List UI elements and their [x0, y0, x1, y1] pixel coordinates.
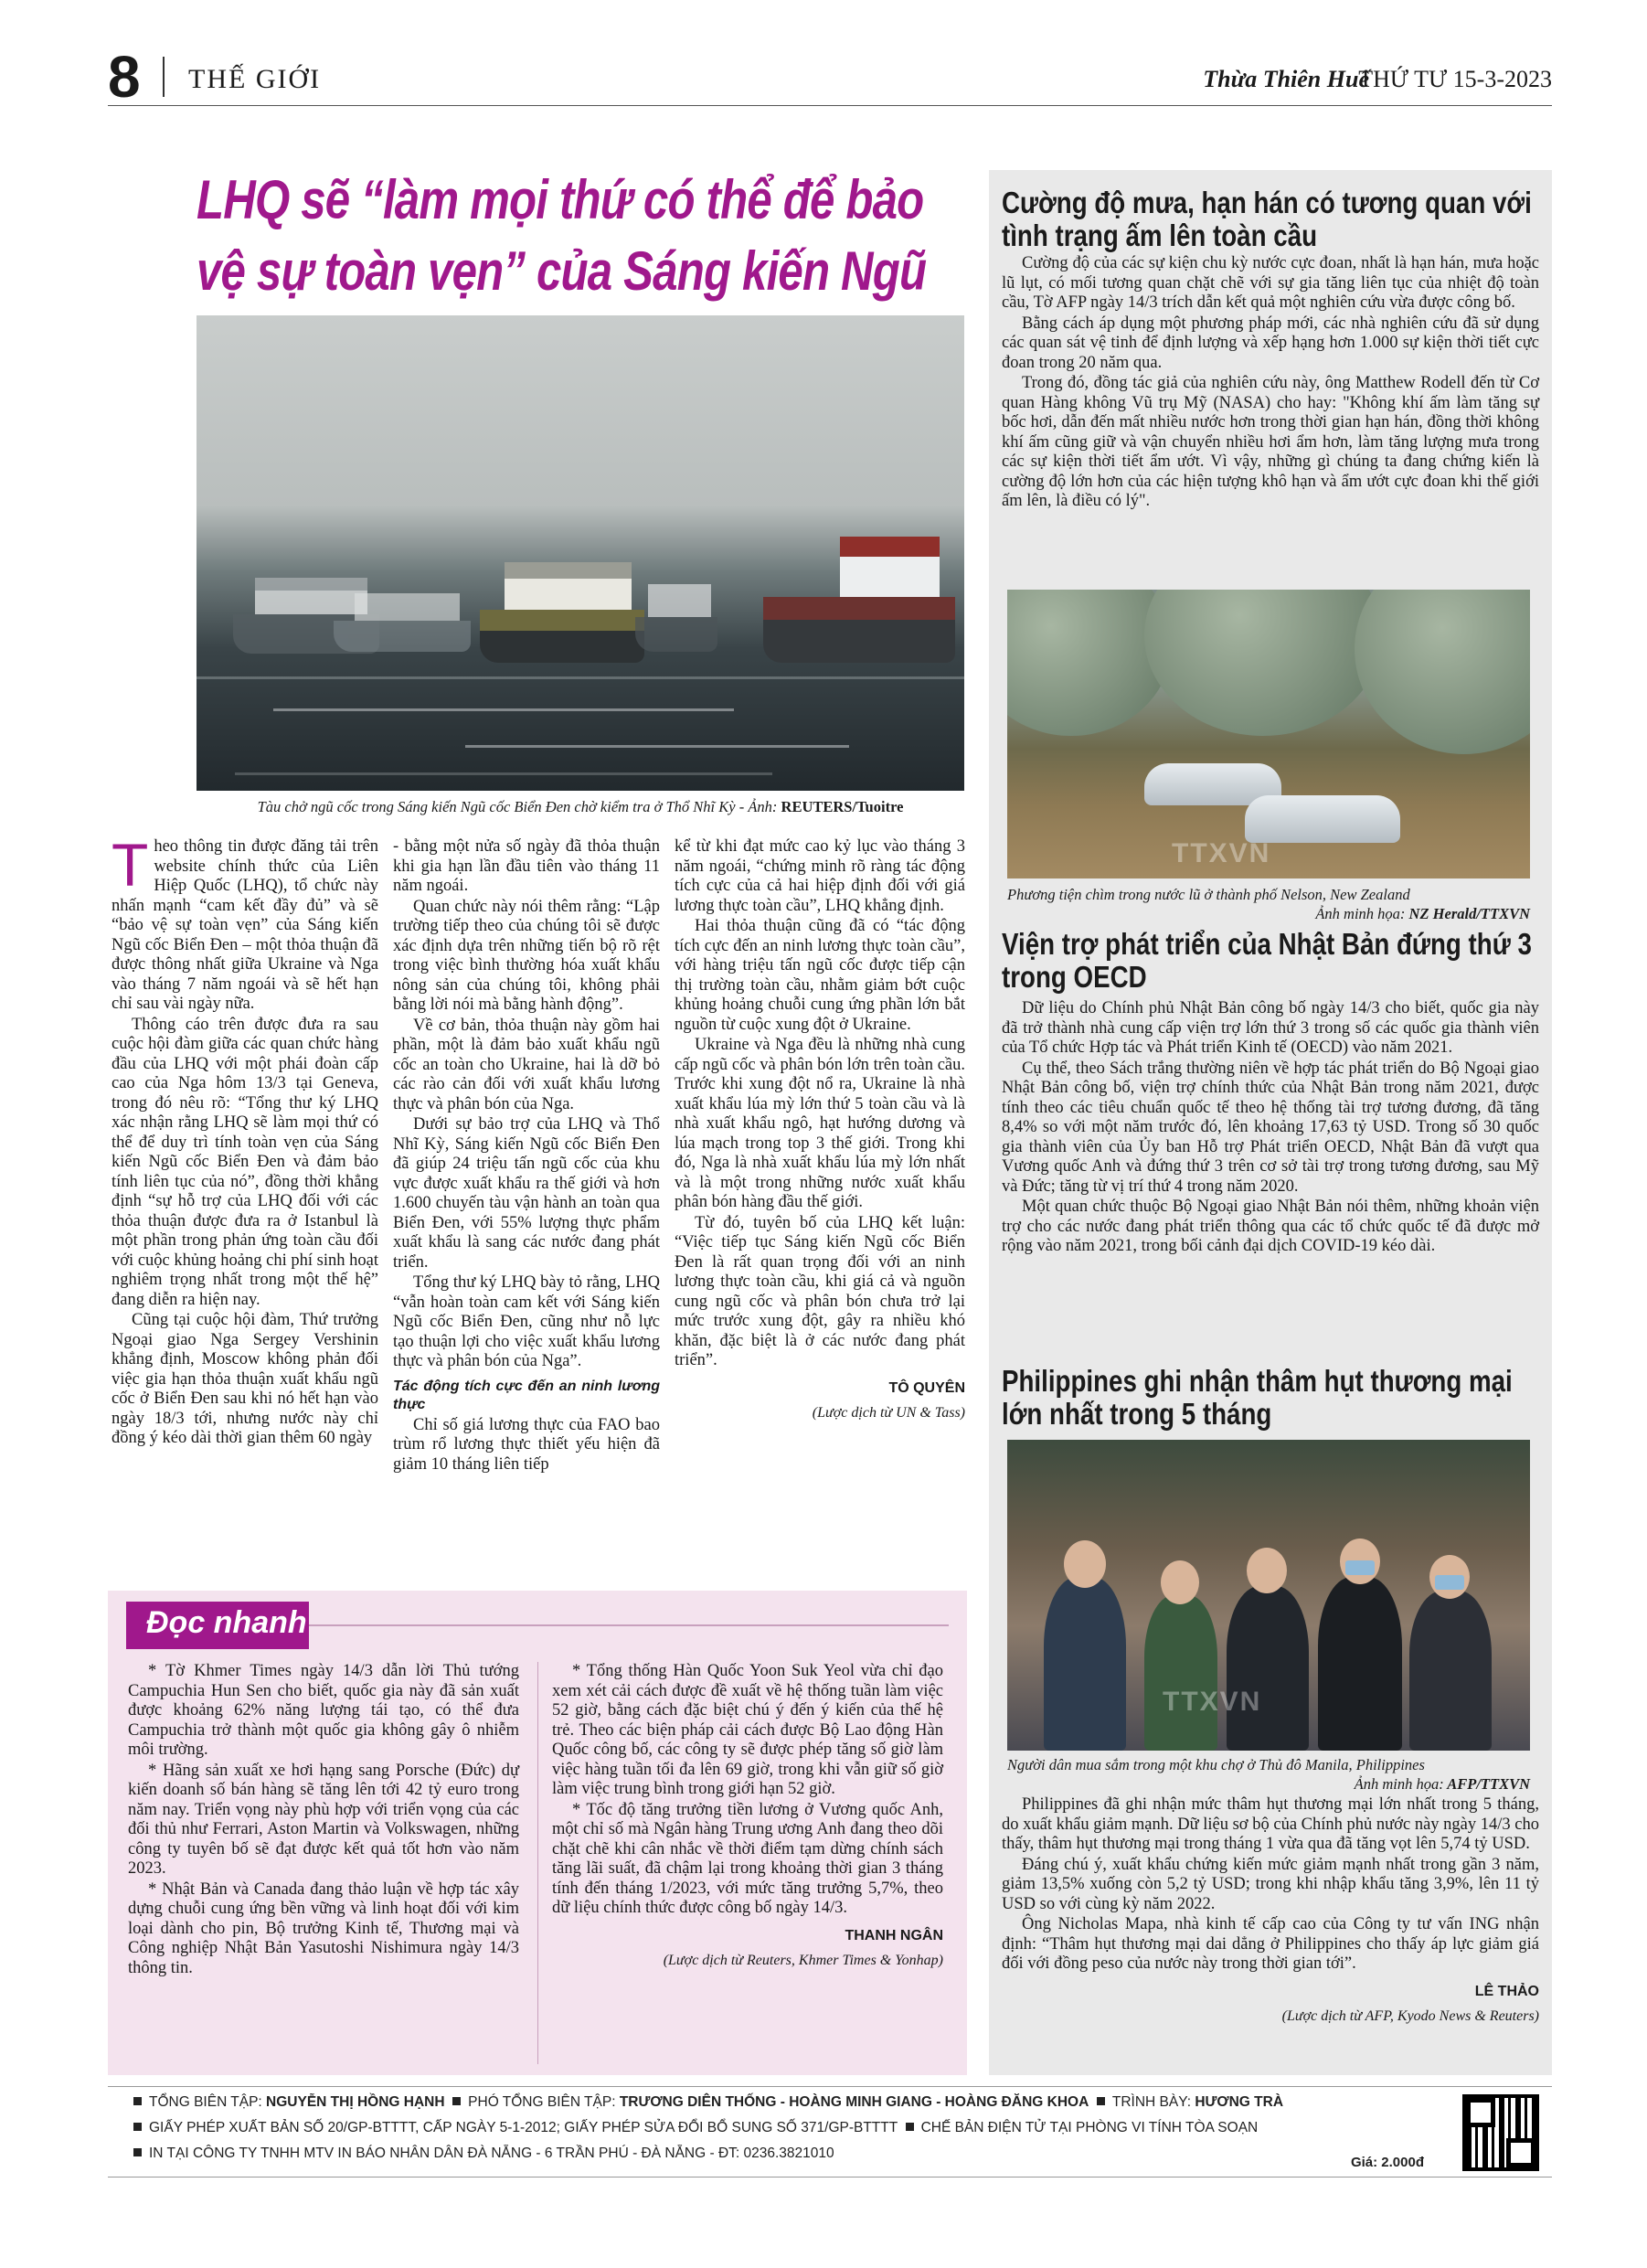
main-headline: LHQ sẽ “làm mọi thứ có thể để bảo vệ sự toàn vẹn” của Sáng kiến Ngũ	[197, 169, 927, 302]
article-column-2	[393, 837, 660, 1475]
article-paragraph: Cũng tại cuộc hội đàm, Thứ trưởng Ngoại giao Nga Sergey Vershinin khẳng định, Moscow không phản đối việc gia hạn thỏa thuận xuất khẩu ngũ cốc ở Biển Đen sau khi nó hết hạn vào ngày 18/3 tới, nhưng nước này chỉ đồng ý kéo dài thời gian thêm 60 ngày	[112, 1311, 378, 1447]
article-paragraph: Trong đó, đồng tác giả của nghiên cứu này, ông Matthew Rodell đến từ Cơ quan Hàng không Vũ trụ Mỹ (NASA) cho hay: "Không khí ấm làm tăng sự bốc hơi, dẫn đến mất nhiều nước hơn trong thời gian hạn hán, đồng thời không khí ấm cũng giữ và vận chuyển nhiều hơi ẩm hơn, làm tăng lượng mưa trong các sự kiện thời tiết ẩm ướt. Vì vậy, những gì chúng ta đang chứng kiến là cường độ lớn hơn của các hiện tượng khô hạn và ẩm ướt cực đoan khi thế giới ấm lên, là điều có lý".	[1002, 374, 1539, 510]
face-mask	[1345, 1560, 1375, 1575]
footer-line-2: GIẤY PHÉP XUẤT BẢN SỐ 20/GP-BTTTT, CẤP NGÀY 5-1-2012; GIẤY PHÉP SỬA ĐỔI BỔ SUNG SỐ 371/GP-BTTTT CHẾ BẢN ĐIỆN TỬ TẠI PHÒNG VI TÍNH TÒA SOẠN	[133, 2118, 1258, 2138]
article-paragraph: Dữ liệu do Chính phủ Nhật Bản công bố ngày 14/3 cho biết, quốc gia này đã trở thành nhà cung cấp viện trợ lớn thứ 3 trong số các quốc gia thành viên của Tổ chức Hợp tác và Phát triển Kinh tế (OECD) vào năm 2021.	[1002, 999, 1539, 1057]
market-photo	[1007, 1440, 1530, 1751]
article-paragraph: Bằng cách áp dụng một phương pháp mới, các nhà nghiên cứu đã sử dụng các quan sát vệ tinh để định lượng và xếp hạng hơn 1.000 sự kiện thời tiết cực đoan trong 20 năm qua.	[1002, 314, 1539, 372]
caption-text: Người dân mua sắm trong một khu chợ ở Thủ đô Manila, Philippines	[1007, 1756, 1425, 1773]
person-shape	[1227, 1586, 1309, 1751]
quick-news-column-2	[552, 1662, 943, 1971]
article-paragraph: Philippines đã ghi nhận mức thâm hụt thương mại lớn nhất trong 5 tháng, do xuất khẩu giảm mạnh. Dữ liệu sơ bộ của Chính phủ nước này ngày 14/3 cho thấy, thâm hụt thương mại trong tháng 1 vừa qua đã tăng vọt lên 5,74 tỷ USD.	[1002, 1795, 1539, 1853]
article-paragraph: kể từ khi đạt mức cao kỷ lục vào tháng 3 năm ngoái, “chứng minh rõ ràng tác động tích cực của cả hai hiệp định đối với giá lương thực toàn cầu”, LHQ khẳng định.	[675, 837, 965, 915]
quick-news-item: * Tổng thống Hàn Quốc Yoon Suk Yeol vừa chỉ đạo xem xét cải cách được đề xuất về hệ thống tuần làm việc 52 giờ, bằng cách đặc biệt chú ý đến ý kiến của thế hệ trẻ. Theo các biện pháp cải cách được Bộ Lao động Hàn Quốc công bố, các công ty sẽ được phép tăng số giờ làm việc hàng tuần tối đa lên 69 giờ, trong khi vẫn giữ số giờ làm việc trung bình trong giới hạn 52 giờ.	[552, 1662, 943, 1798]
article-paragraph: Cụ thể, theo Sách trắng thường niên về hợp tác phát triển do Bộ Ngoại giao Nhật Bản công bố, viện trợ chính thức của Nhật Bản trong năm 2021, được tính theo các tiêu chuẩn quốc tế theo hệ thống tài trợ tương đương, đã tăng 8,4% so với một năm trước đó, lên khoảng 17,63 tỷ USD. Trong số 30 quốc gia thành viên của Ủy ban Hỗ trợ Phát triển OECD, Nhật Bản đã vượt qua Vương quốc Anh và đứng thứ 3 trên cơ sở tài trợ trong tương đương, sau Mỹ và Đức; tăng từ vị trí thứ 4 trong năm 2020.	[1002, 1059, 1539, 1196]
person-shape	[1318, 1577, 1402, 1751]
article-paragraph: Theo thông tin được đăng tải trên website chính thức của Liên Hiệp Quốc (LHQ), tổ chức này nhấn mạnh “cam kết đầy đủ” và sẽ “bảo vệ sự toàn vẹn” của Sáng kiến Ngũ cốc Biển Đen – một thỏa thuận đã được thông nhất giữa Ukraine và Nga vào tháng 7 năm ngoái và sẽ hết hạn chỉ sau vài ngày nữa.	[112, 831, 378, 1013]
article-paragraph: Một quan chức thuộc Bộ Ngoại giao Nhật Bản nói thêm, những khoản viện trợ cho các nước đang phát triển thông qua các tổ chức quốc tế đã được mở rộng vào năm 2021, trong bối cảnh đại dịch COVID-19 kéo dài.	[1002, 1198, 1539, 1255]
issue-date: THỨ TƯ 15-3-2023	[1358, 66, 1552, 92]
section-name: THẾ GIỚI	[188, 64, 322, 94]
article-paragraph: Dưới sự bảo trợ của LHQ và Thổ Nhĩ Kỳ, Sáng kiến Ngũ cốc Biển Đen đã giúp 24 triệu tấn ngũ cốc của khu vực được xuất khẩu ra thế giới và hơn 1.600 chuyến tàu vận hành an toàn qua Biển Đen, với 55% lượng thực phẩm xuất khẩu là sang các nước đang phát triển.	[393, 1115, 660, 1272]
person-head	[1064, 1540, 1106, 1588]
person-head	[1247, 1548, 1287, 1593]
grain-ships-photo	[197, 315, 964, 791]
article-byline: LÊ THẢO	[1474, 1983, 1539, 1999]
quick-news-byline: THANH NGÂN	[845, 1927, 943, 1943]
quick-news-title: Đọc nhanh	[146, 1605, 307, 1640]
caption-text: Phương tiện chìm trong nước lũ ở thành phố Nelson, New Zealand	[1007, 886, 1410, 903]
article-paragraph: Đáng chú ý, xuất khẩu chứng kiến mức giảm mạnh nhất trong gần 3 năm, giảm 13,5% xuống còn 5,2 tỷ USD; trong khi nhập khẩu tăng 3,9%, lên 11 tỷ USD so với cùng kỳ năm 2022.	[1002, 1855, 1539, 1913]
page-number: 8	[108, 44, 141, 110]
ship-shape	[763, 526, 955, 663]
article-source: (Lược dịch từ AFP, Kyodo News & Reuters)	[1281, 2008, 1539, 2024]
qr-code-icon[interactable]	[1462, 2094, 1539, 2171]
ship-shape	[635, 579, 717, 652]
masthead-footer	[108, 2086, 1552, 2177]
market-photo-caption	[1007, 1755, 1530, 1794]
quick-news-item: * Tốc độ tăng trưởng tiền lương ở Vương quốc Anh, một chỉ số mà Ngân hàng Trung ương Anh đang theo dõi chặt chẽ khi cân nhắc về thời điểm tạm dừng chính sách tăng lãi suất, đã chậm lại trong khoảng thời gian 3 tháng tính đến tháng 1/2023, với mức tăng trưởng 5,7%, theo dữ liệu chính thức được công bố ngày 14/3.	[552, 1800, 943, 1917]
flood-photo-caption	[1007, 885, 1530, 923]
article-paragraph: Quan chức này nói thêm rằng: “Lập trường tiếp theo của chúng tôi sẽ được xác định dựa trên những tiến bộ rõ rệt trong việc bình thường hóa xuất khẩu nông sản của chúng tôi, không phải bằng lời nói mà bằng hành động”.	[393, 897, 660, 1014]
article-paragraph: Ông Nicholas Mapa, nhà kinh tế cấp cao của Công ty tư vấn ING nhận định: “Thâm hụt thương mại dai dẳng ở Philippines cho thấy áp lực giảm giá đối với đồng peso của nước này trong thời gian tới”.	[1002, 1915, 1539, 1973]
person-shape	[1409, 1591, 1492, 1751]
quick-news-source: (Lược dịch từ Reuters, Khmer Times & Yonhap)	[663, 1953, 943, 1968]
person-shape	[1144, 1595, 1217, 1751]
flood-photo	[1007, 590, 1530, 878]
tree-shape	[1144, 590, 1382, 736]
article-subheading: Tác động tích cực đến an ninh lương thực	[393, 1378, 660, 1412]
header-divider	[163, 57, 165, 97]
quick-news-box	[108, 1591, 967, 2075]
photo-credit: REUTERS/Tuoitre	[781, 798, 904, 815]
person-head	[1161, 1560, 1199, 1604]
article-paragraph: - bằng một nửa số ngày đã thỏa thuận khi gia hạn lần đầu tiên vào tháng 11 năm ngoái.	[393, 837, 660, 895]
article-paragraph: Tổng thư ký LHQ bày tỏ rằng, LHQ “vẫn hoàn toàn cam kết với Sáng kiến Ngũ cốc Biển Đen, cũng như nỗ lực tạo thuận lợi cho việc xuất khẩu lương thực và phân bón của Nga”.	[393, 1273, 660, 1370]
photo-watermark: TTXVN	[1172, 838, 1271, 868]
sidebar-story-2-title: Viện trợ phát triển của Nhật Bản đứng thứ 3 trong OECD	[1002, 927, 1532, 994]
price-label: Giá: 2.000đ	[1350, 2155, 1424, 2170]
footer-line-3: IN TẠI CÔNG TY TNHH MTV IN BÁO NHÂN DÂN ĐÀ NẴNG - 6 TRẦN PHÚ - ĐÀ NẴNG - ĐT: 0236.3821010	[133, 2144, 834, 2164]
photo-credit: Ảnh minh họa: NZ Herald/TTXVN	[1315, 905, 1530, 922]
quick-news-item: * Nhật Bản và Canada đang thảo luận về hợp tác xây dựng chuỗi cung ứng bền vững và linh hoạt đối với kim loại dành cho pin, Bộ trưởng Kinh tế, Thương mại và Công nghiệp Nhật Bản Yasutoshi Nishimura ngày 14/3 thông tin.	[128, 1879, 519, 1977]
photo-credit: Ảnh minh họa: AFP/TTXVN	[1354, 1775, 1530, 1793]
article-paragraph: Cường độ của các sự kiện chu kỳ nước cực đoan, nhất là hạn hán, mưa hoặc lũ lụt, có mối tương quan chặt chẽ với sự gia tăng liên tục của nhiệt độ toàn cầu, Tờ AFP ngày 14/3 trích dẫn kết quả một nghiên cứu vừa được công bố.	[1002, 254, 1539, 312]
newspaper-name: Thừa Thiên Huế	[1203, 66, 1369, 92]
quick-news-column-1	[128, 1662, 519, 1979]
ship-shape	[480, 553, 644, 663]
drop-cap: T	[112, 831, 149, 899]
article-byline: TÔ QUYÊN	[888, 1379, 965, 1396]
face-mask	[1435, 1575, 1464, 1590]
car-shape	[1245, 795, 1400, 843]
footer-line-1: TỔNG BIÊN TẬP: NGUYỄN THỊ HỒNG HẠNH PHÓ TỔNG BIÊN TẬP: TRƯƠNG DIÊN THỐNG - HOÀNG MINH GIANG - HOÀNG ĐĂNG KHOA TRÌNH BÀY: HƯƠNG TRÀ	[133, 2092, 1283, 2113]
sidebar-story-3-title: Philippines ghi nhận thâm hụt thương mại lớn nhất trong 5 tháng	[1002, 1364, 1513, 1431]
quick-news-item: * Tờ Khmer Times ngày 14/3 dẫn lời Thủ tướng Campuchia Hun Sen cho biết, quốc gia này đã sản xuất được khoảng 62% năng lượng tái tạo, có thể đưa Campuchia trở thành một quốc gia không gây ô nhiễm môi trường.	[128, 1662, 519, 1759]
quick-news-rule	[309, 1624, 949, 1626]
article-paragraph: Ukraine và Nga đều là những nhà cung cấp ngũ cốc và phân bón lớn trên toàn cầu. Trước khi xung đột nổ ra, Ukraine là nhà xuất khẩu lúa mỳ lớn thứ 5 toàn cầu và là nhà xuất khẩu ngô, hạt hướng dương và lúa mạch trong top 3 thế giới. Trong khi đó, Nga là nhà xuất khẩu lúa mỳ lớn nhất và là một trong những nước xuất khẩu phân bón hàng đầu thế giới.	[675, 1036, 965, 1211]
article-column-3	[675, 837, 965, 1423]
ships-photo-caption	[197, 797, 964, 816]
article-paragraph: Chỉ số giá lương thực của FAO bao trùm rổ lương thực thiết yếu hiện đã giảm 10 tháng liên tiếp	[393, 1415, 660, 1474]
caption-text: Tàu chở ngũ cốc trong Sáng kiến Ngũ cốc Biển Đen chờ kiểm tra ở Thổ Nhĩ Kỳ - Ảnh:	[257, 798, 778, 815]
article-paragraph: Hai thỏa thuận cũng đã có “tác động tích cực đến an ninh lương thực toàn cầu”, với hàng triệu tấn ngũ cốc được tiếp cận thị trường toàn cầu, nhằm giảm bớt cuộc khủng hoảng chuỗi cung ứng phần lớn bắt nguồn từ cuộc xung đột ở Ukraine.	[675, 917, 965, 1034]
article-paragraph: Từ đó, tuyên bố của LHQ kết luận: “Việc tiếp tục Sáng kiến Ngũ cốc Biển Đen là rất quan trọng đối với an ninh lương thực toàn cầu, khi giá cả và nguồn cung ngũ cốc và phân bón chưa trở lại mức trước xung đột, gây ra nhiều khó khăn, đặc biệt là ở các nước đang phát triển”.	[675, 1213, 965, 1369]
tree-shape	[1355, 590, 1530, 754]
person-shape	[1044, 1577, 1126, 1751]
sidebar-story-2-body	[1002, 999, 1539, 1258]
quick-news-item: * Hãng sản xuất xe hơi hạng sang Porsche (Đức) dự kiến doanh số bán hàng sẽ tăng lên tới 42 tỷ euro trong năm nay. Triển vọng này phù hợp với triển vọng của các đối thủ như Ferrari, Aston Martin và Volkswagen, những công ty tuyên bố sẽ đạt được kết quả tốt hơn vào năm 2023.	[128, 1761, 519, 1878]
article-source: (Lược dịch từ UN & Tass)	[812, 1405, 965, 1421]
article-paragraph: Về cơ bản, thỏa thuận này gồm hai phần, một là đảm bảo xuất khẩu ngũ cốc an toàn cho Ukraine, hai là dỡ bỏ các rào cản đối với xuất khẩu lương thực và phân bón của Nga.	[393, 1016, 660, 1113]
photo-watermark: TTXVN	[1163, 1687, 1262, 1717]
quick-news-divider	[537, 1662, 538, 2064]
article-paragraph: Thông cáo trên được đưa ra sau cuộc hội đàm giữa các quan chức hàng đầu của LHQ với một phái đoàn cấp cao của Nga hôm 13/3 tại Geneva, trong đó nêu rõ: “Tổng thư ký LHQ xác nhận rằng LHQ sẽ làm mọi thứ có thể để duy trì tính toàn vẹn của Sáng kiến Ngũ cốc Biển Đen và đảm bảo tính liên tục của nó”, đồng thời khẳng định “sự hỗ trợ của LHQ đối với các thỏa thuận được đưa ra ở Istanbul là một phần trong phản ứng toàn cầu đối với cuộc khủng hoảng chi phí sinh hoạt nghiêm trọng nhất trong một thế hệ” đang diễn ra hiện nay.	[112, 1015, 378, 1309]
page-header	[108, 44, 1552, 110]
ship-shape	[334, 588, 471, 652]
sidebar-story-1-body	[1002, 254, 1539, 513]
sidebar-story-1-title: Cường độ mưa, hạn hán có tương quan với tình trạng ấm lên toàn cầu	[1002, 186, 1532, 252]
sidebar-story-3-body	[1002, 1795, 1539, 2027]
article-column-1	[112, 831, 378, 1450]
